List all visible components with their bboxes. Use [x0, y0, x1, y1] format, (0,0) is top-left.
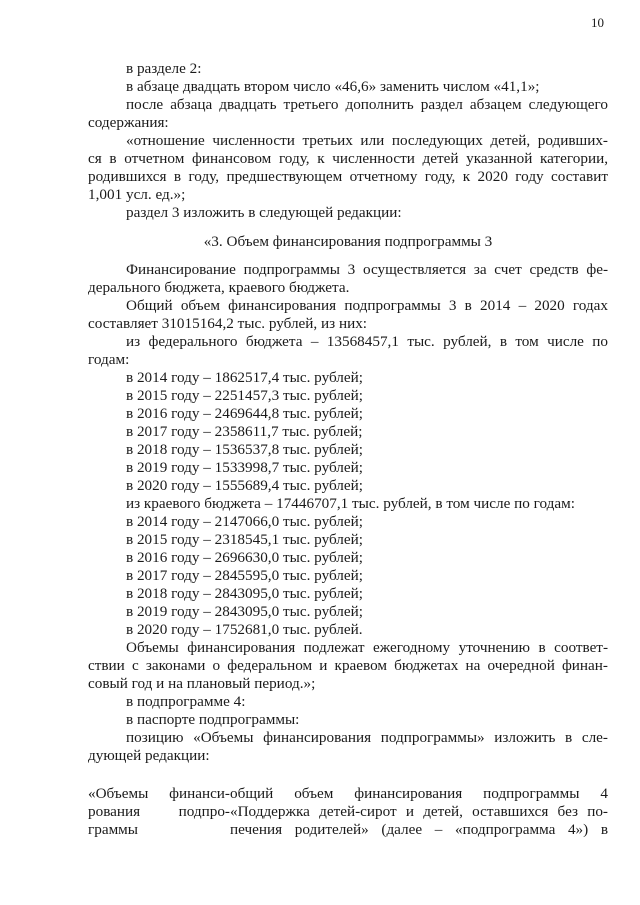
- text-line: в 2018 году – 2843095,0 тыс. рублей;: [126, 585, 363, 602]
- text-line: 1,001 усл. ед.»;: [88, 186, 186, 203]
- text-line: в 2019 году – 1533998,7 тыс. рублей;: [126, 459, 363, 476]
- passport-table: [88, 785, 608, 839]
- text-line: в 2015 году – 2251457,3 тыс. рублей;: [126, 387, 363, 404]
- text-line: в 2014 году – 2147066,0 тыс. рублей;: [126, 513, 363, 530]
- section-heading: «3. Объем финансирования подпрограммы 3: [203, 233, 493, 250]
- document-body: [88, 60, 608, 839]
- text-line: в 2018 году – 1536537,8 тыс. рублей;: [126, 441, 363, 458]
- text-line: в 2020 году – 1752681,0 тыс. рублей.: [126, 621, 363, 638]
- text-line: Финансирование подпрограммы 3 осуществляется за счет средств фе-: [126, 261, 608, 278]
- page-number: 10: [591, 15, 604, 30]
- text-line: составляет 31015164,2 тыс. рублей, из них:: [88, 315, 368, 332]
- table-cell-line: граммы: [88, 821, 138, 838]
- text-line: из краевого бюджета – 17446707,1 тыс. рублей, в том числе по годам:: [126, 495, 575, 512]
- text-line: в 2016 году – 2469644,8 тыс. рублей;: [126, 405, 363, 422]
- table-cell-line: рования подпро-: [88, 803, 230, 820]
- text-line: в 2014 году – 1862517,4 тыс. рублей;: [126, 369, 363, 386]
- text-line: в 2019 году – 2843095,0 тыс. рублей;: [126, 603, 363, 620]
- table-cell-line: «Объемы финанси-: [88, 785, 230, 802]
- text-line: в разделе 2:: [126, 60, 202, 77]
- text-line: в 2017 году – 2845595,0 тыс. рублей;: [126, 567, 363, 584]
- text-line: Объемы финансирования подлежат ежегодному уточнению в соответ-: [126, 639, 608, 656]
- table-cell-line: общий объем финансирования подпрограммы 4: [230, 785, 608, 802]
- text-line: ся в отчетном финансовом году, к численности детей указанной категории,: [88, 150, 608, 167]
- table-left-column: [88, 785, 230, 839]
- text-line: совый год и на плановый период.»;: [88, 675, 316, 692]
- text-line: в подпрограмме 4:: [126, 693, 246, 710]
- text-line: после абзаца двадцать третьего дополнить раздел абзацем следующего: [126, 96, 608, 113]
- text-line: содержания:: [88, 114, 169, 131]
- text-line: позицию «Объемы финансирования подпрограммы» изложить в сле-: [126, 729, 608, 746]
- text-line: ствии с законами о федеральном и краевом бюджетах на очередной финан-: [88, 657, 608, 674]
- text-line: в 2017 году – 2358611,7 тыс. рублей;: [126, 423, 363, 440]
- text-line: «отношение численности третьих или последующих детей, родивших-: [126, 132, 608, 149]
- text-line: дерального бюджета, краевого бюджета.: [88, 279, 350, 296]
- text-line: годам:: [88, 351, 130, 368]
- text-line: родившихся в году, предшествующем отчетному году, к 2020 году составит: [88, 168, 608, 185]
- section-body: [88, 261, 608, 765]
- table-cell-line: печения родителей» (далее – «подпрограмма 4») в: [230, 821, 608, 838]
- text-line: дующей редакции:: [88, 747, 210, 764]
- text-line: в паспорте подпрограммы:: [126, 711, 300, 728]
- text-line: из федерального бюджета – 13568457,1 тыс. рублей, в том числе по: [126, 333, 608, 350]
- text-line: Общий объем финансирования подпрограммы 3 в 2014 – 2020 годах: [126, 297, 608, 314]
- text-line: раздел 3 изложить в следующей редакции:: [126, 204, 402, 221]
- table-right-column: [230, 785, 608, 839]
- text-line: в абзаце двадцать втором число «46,6» заменить числом «41,1»;: [126, 78, 540, 95]
- amendment-text: [88, 60, 608, 222]
- text-line: в 2020 году – 1555689,4 тыс. рублей;: [126, 477, 363, 494]
- text-line: в 2015 году – 2318545,1 тыс. рублей;: [126, 531, 363, 548]
- table-cell-line: «Поддержка детей-сирот и детей, оставшихся без по-: [230, 803, 608, 820]
- text-line: в 2016 году – 2696630,0 тыс. рублей;: [126, 549, 363, 566]
